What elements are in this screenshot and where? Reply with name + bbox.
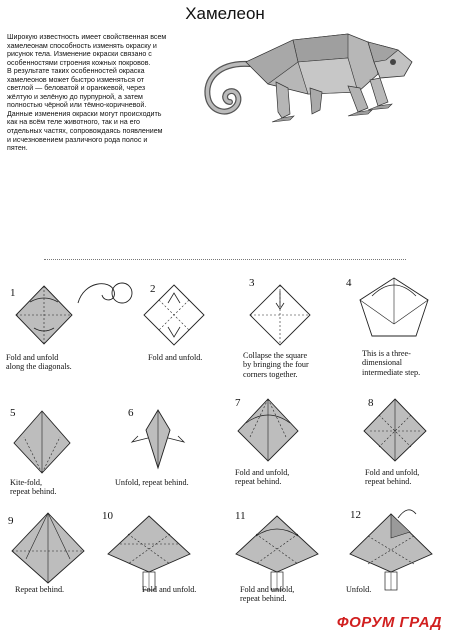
step-9-diagram: [10, 511, 86, 587]
caption-line: Fold and unfold,: [240, 585, 295, 594]
step-7-caption: [235, 468, 289, 487]
caption-line: Kite-fold,: [10, 478, 43, 487]
page-title: Хамелеон: [185, 4, 265, 23]
caption-line: dimensional: [362, 358, 403, 368]
step-number: 6: [128, 407, 134, 419]
step-number: 8: [368, 397, 374, 409]
intro-line: и исчезновением различного рода полос и: [7, 135, 148, 144]
step-number: 7: [235, 397, 241, 409]
intro-line: хамелеонов может быстро изменяться от: [7, 75, 145, 84]
intro-line: отдельных частях, сопровождаясь появлением: [7, 127, 163, 136]
step-number: 4: [346, 277, 352, 289]
intro-line: особенностями строения кожных покровов.: [7, 58, 151, 67]
step-10-caption: [142, 585, 196, 594]
step-3-caption: [243, 351, 309, 379]
step-10-diagram: [106, 514, 192, 592]
step-5-caption: [10, 478, 56, 497]
intro-line: пятен.: [7, 144, 28, 153]
step-6-caption: [115, 478, 189, 487]
forum-grad-watermark: ФОРУМ ГРАД: [336, 614, 442, 631]
intro-line: рисунок тела. Изменение окраски связано с: [7, 50, 152, 59]
step-number: 11: [235, 510, 246, 522]
step-number: 3: [249, 277, 255, 289]
caption-line: Unfold, repeat behind.: [115, 478, 189, 487]
step-4-diagram: [354, 276, 434, 342]
step-8-diagram: [362, 397, 428, 463]
caption-line: along the diagonals.: [6, 362, 72, 372]
caption-line: repeat behind.: [365, 477, 412, 487]
caption-line: Collapse the square: [243, 351, 308, 360]
step-12-diagram: [346, 504, 436, 592]
step-2-diagram: [142, 283, 206, 347]
step-number: 10: [102, 510, 113, 522]
intro-line: светлой — беловатой и оранжевой, через: [7, 84, 146, 93]
caption-line: Unfold.: [346, 585, 372, 594]
intro-line: В результате таких особенностей окраска: [7, 67, 145, 76]
step-11-caption: [240, 585, 294, 604]
step-11-diagram: [234, 514, 320, 592]
intro-line: полностью чёрной или тёмно-коричневой.: [7, 101, 147, 110]
step-number: 2: [150, 283, 156, 295]
caption-line: by bringing the four: [243, 360, 309, 370]
step-12-caption: [346, 585, 371, 594]
intro-line: хамелеонам способность изменять окраску и: [7, 41, 157, 50]
step-2-caption: [148, 353, 202, 362]
step-9-caption: [15, 585, 64, 594]
step-6-diagram: [126, 408, 190, 470]
step-7-diagram: [236, 397, 300, 463]
step-1-caption: [6, 353, 72, 372]
step-5-diagram: [12, 409, 72, 475]
step-number: 9: [8, 515, 14, 527]
intro-text: [7, 33, 202, 153]
intro-line: жёлтую и зелёную до пурпурной, а затем: [7, 92, 143, 101]
step-number: 5: [10, 407, 16, 419]
caption-line: intermediate step.: [362, 367, 421, 377]
caption-line: This is a three-: [362, 349, 411, 358]
caption-line: repeat behind.: [235, 477, 282, 487]
intro-line: Данные изменения окраски могут происходить: [7, 109, 162, 118]
caption-line: repeat behind.: [240, 594, 287, 604]
caption-line: Fold and unfold.: [142, 585, 197, 594]
step-8-caption: [365, 468, 419, 487]
intro-line: Широкую известность имеет свойственная всем: [7, 33, 167, 41]
caption-line: Fold and unfold: [6, 353, 59, 362]
step-number: 1: [10, 287, 16, 299]
intro-line: как на всём теле животного, так и на его: [7, 118, 140, 127]
step-4-caption: [362, 349, 420, 377]
flip-over-arrow-icon: [74, 277, 134, 307]
caption-line: Fold and unfold.: [148, 353, 203, 362]
caption-line: Fold and unfold,: [235, 468, 290, 477]
caption-line: repeat behind.: [10, 487, 57, 497]
step-3-diagram: [248, 283, 312, 347]
caption-line: corners together.: [243, 369, 298, 379]
step-1-diagram: [14, 284, 74, 346]
step-number: 12: [350, 509, 361, 521]
caption-line: Repeat behind.: [15, 585, 65, 594]
origami-chameleon-picture: [198, 22, 443, 132]
caption-line: Fold and unfold,: [365, 468, 420, 477]
section-separator: [44, 259, 406, 260]
